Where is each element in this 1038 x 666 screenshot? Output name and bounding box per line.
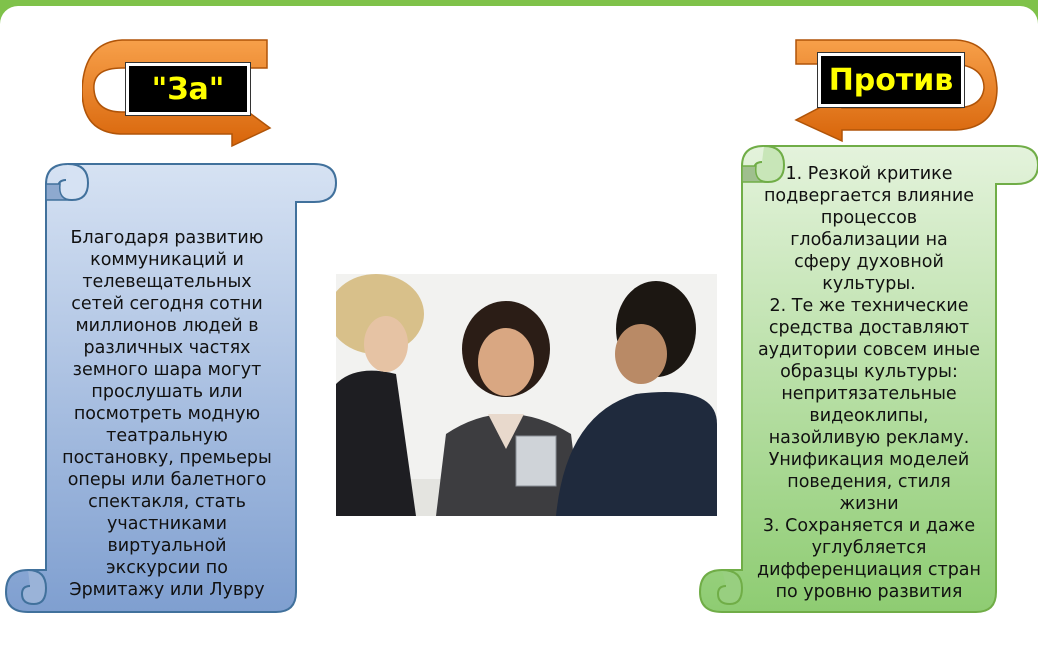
contra-argument-text: 1. Резкой критике подвергается влияние процессов глобализации на сферу духовной культуры. 2. Те же технические средства доставляют аудитории совсем иные образцы культуры: непритязательные видеоклипы, назойливую рекламу. Унификация моделей поведения, стиля жизни 3. Сохраняется и даже углубляется дифференциация стран по уровню развития bbox=[757, 164, 981, 602]
business-meeting-photo bbox=[336, 274, 717, 516]
pro-label: "За" bbox=[126, 63, 250, 115]
pro-argument-text: Благодаря развитию коммуникаций и телевещательных сетей сегодня сотни миллионов людей в различных частях земного шара могут прослушать или посмотреть модную театральную постановку, премьеры оперы или балетного спектакля, стать участниками виртуальной экскурсии по Эрмитажу или Лувру bbox=[62, 228, 272, 600]
slide-canvas bbox=[0, 6, 1038, 666]
contra-label: Против bbox=[818, 53, 964, 107]
